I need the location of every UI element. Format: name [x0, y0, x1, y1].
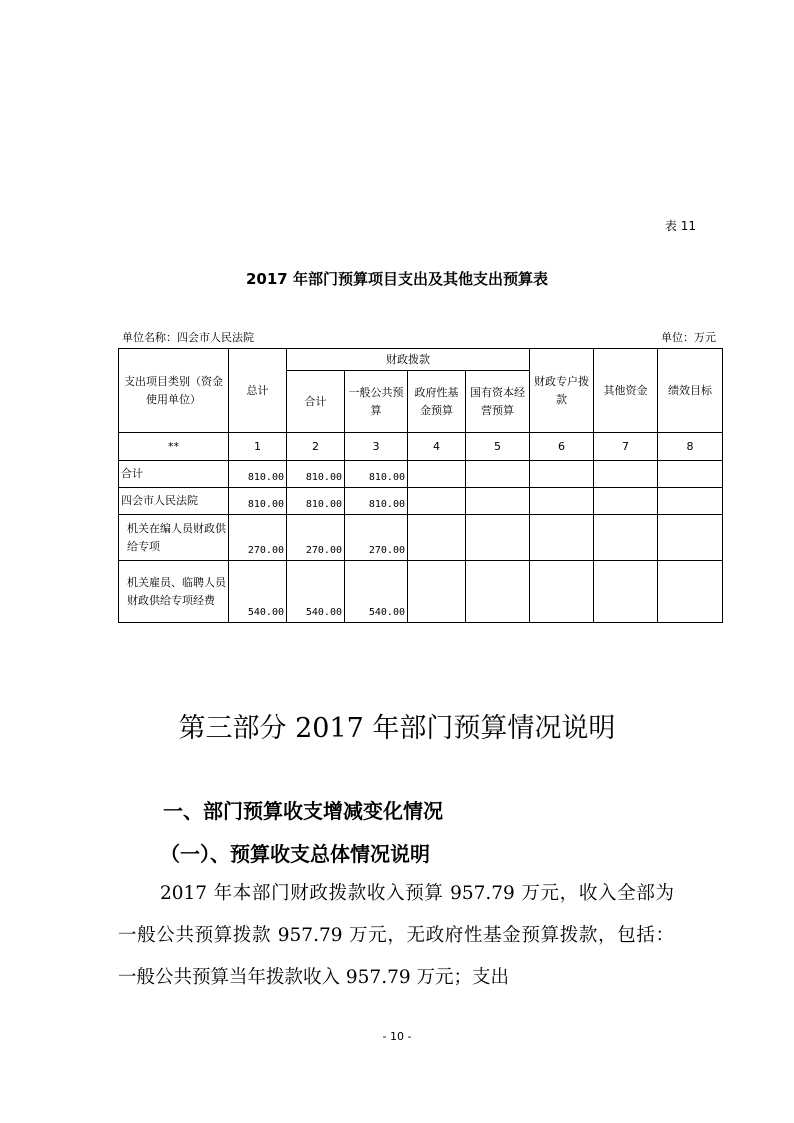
- header-gov-fund: 政府性基金预算: [408, 371, 466, 433]
- header-total: 总计: [229, 349, 287, 433]
- table-row: [119, 515, 723, 561]
- row-total: 810.00: [229, 488, 287, 515]
- row-general: 810.00: [345, 488, 408, 515]
- row-label: 四会市人民法院: [119, 488, 229, 515]
- index-cell: 3: [345, 433, 408, 461]
- row-label: 机关在编人员财政供给专项: [119, 515, 229, 561]
- index-cell: 6: [530, 433, 594, 461]
- index-cell: 7: [594, 433, 658, 461]
- index-cell: 5: [466, 433, 530, 461]
- table-row: [119, 461, 723, 488]
- row-subtotal: 270.00: [287, 515, 345, 561]
- row-general: 270.00: [345, 515, 408, 561]
- header-general-public: 一般公共预算: [345, 371, 408, 433]
- header-category: 支出项目类别（资金使用单位）: [119, 349, 229, 433]
- header-fiscal-group: 财政拨款: [287, 349, 530, 371]
- section-title: 第三部分 2017 年部门预算情况说明: [178, 713, 616, 744]
- header-other-funds: 其他资金: [594, 349, 658, 433]
- header-state-capital: 国有资本经营预算: [466, 371, 530, 433]
- row-general: 810.00: [345, 461, 408, 488]
- index-cell: 8: [658, 433, 723, 461]
- unit-name: 单位名称：四会市人民法院: [122, 331, 254, 344]
- table-number: 表 11: [664, 219, 696, 233]
- row-total: 810.00: [229, 461, 287, 488]
- row-general: 540.00: [345, 561, 408, 623]
- index-cell: 1: [229, 433, 287, 461]
- row-total: 270.00: [229, 515, 287, 561]
- row-subtotal: 810.00: [287, 461, 345, 488]
- table-row: [119, 488, 723, 515]
- index-row: [119, 433, 723, 461]
- index-cell: **: [119, 433, 229, 461]
- row-label: 合计: [119, 461, 229, 488]
- heading-level-1: 一、部门预算收支增减变化情况: [163, 799, 443, 823]
- row-subtotal: 540.00: [287, 561, 345, 623]
- header-performance: 绩效目标: [658, 349, 723, 433]
- table-title: 2017 年部门预算项目支出及其他支出预算表: [246, 270, 548, 288]
- unit-measure: 单位：万元: [661, 331, 716, 344]
- row-total: 540.00: [229, 561, 287, 623]
- table-row: [119, 561, 723, 623]
- page-number: - 10 -: [382, 1030, 412, 1043]
- index-cell: 2: [287, 433, 345, 461]
- header-subtotal: 合计: [287, 371, 345, 433]
- header-fiscal-special: 财政专户拨款: [530, 349, 594, 433]
- index-cell: 4: [408, 433, 466, 461]
- budget-table: [118, 348, 723, 623]
- heading-level-2: （一）、预算收支总体情况说明: [160, 842, 430, 866]
- body-paragraph: 2017 年本部门财政拨款收入预算 957.79 万元，收入全部为一般公共预算拨款 957.79 万元，无政府性基金预算拨款，包括：一般公共预算当年拨款收入 957.79 万元；支出: [118, 883, 674, 988]
- row-label: 机关雇员、临聘人员财政供给专项经费: [119, 561, 229, 623]
- row-subtotal: 810.00: [287, 488, 345, 515]
